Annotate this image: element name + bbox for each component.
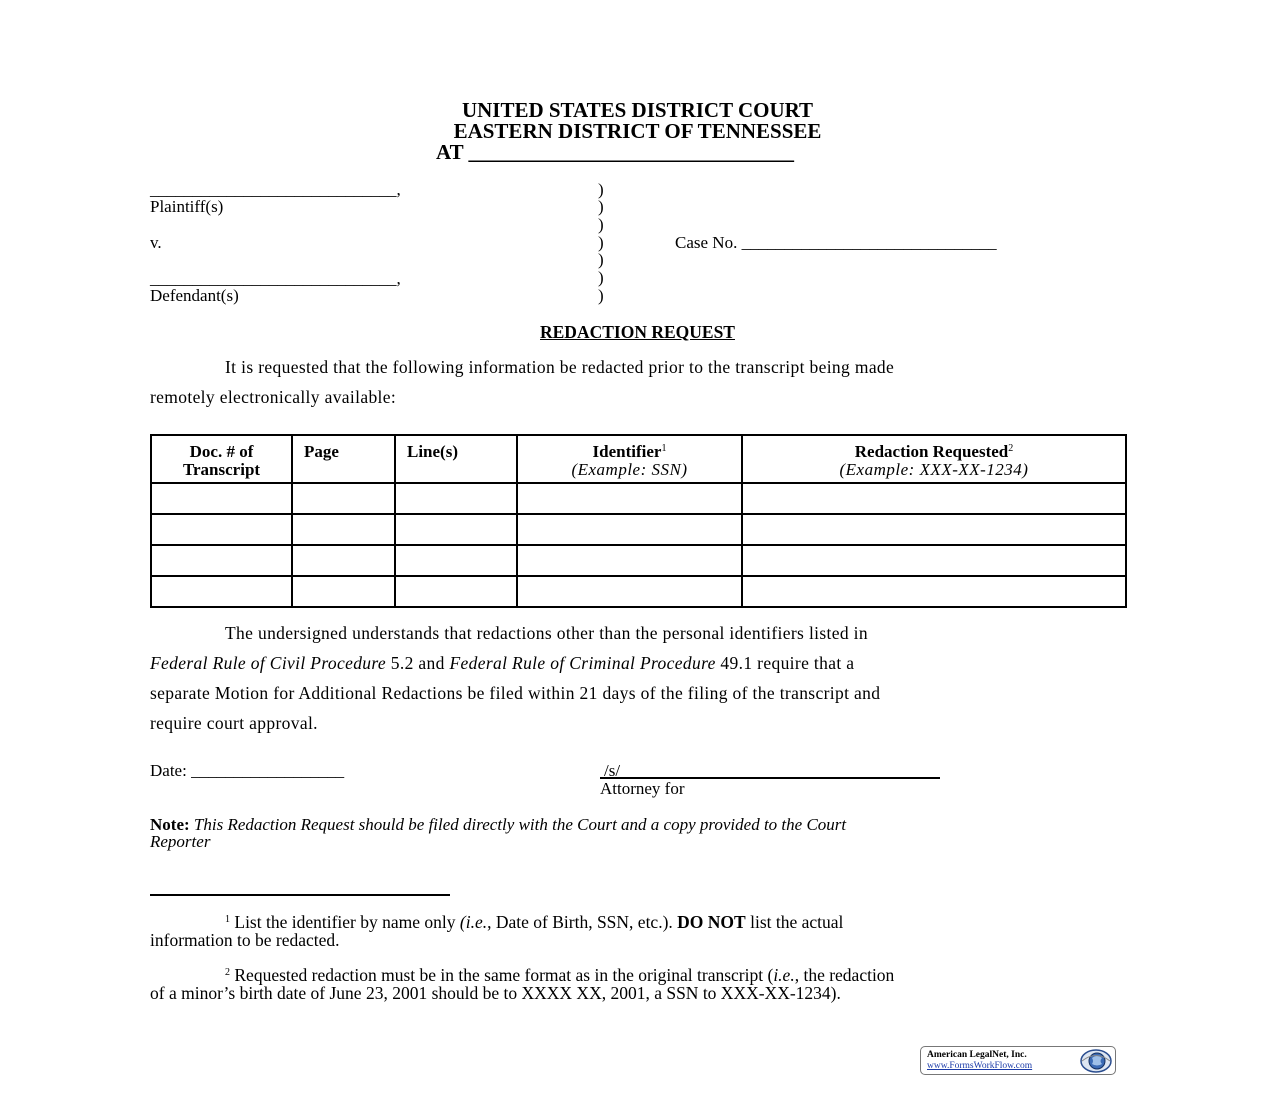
intro-line-2: remotely electronically available: <box>150 387 397 407</box>
paragraph-line-1: The undersigned understands that redactions other than the personal identifiers listed in <box>225 623 868 643</box>
header-redaction <box>742 435 1126 483</box>
table-header-row <box>151 435 1126 483</box>
note-line-2: Reporter <box>150 832 211 851</box>
header-redaction-label: Redaction Requested <box>854 442 1009 461</box>
table-cell[interactable] <box>292 483 395 514</box>
table-cell[interactable] <box>742 483 1126 514</box>
table-cell[interactable] <box>395 576 517 607</box>
header-identifier-example: (Example: SSN) <box>571 460 688 479</box>
signature-line[interactable] <box>600 762 940 779</box>
table-cell[interactable] <box>742 576 1126 607</box>
footnote-ref-1: 1 <box>661 443 667 454</box>
header-page-label: Page <box>304 442 339 461</box>
table-cell[interactable] <box>151 576 292 607</box>
note-text: This Redaction Request should be filed directly with the Court and a copy provided to the Court <box>189 815 847 834</box>
footnote-1-number: 1 <box>225 914 230 925</box>
table-cell[interactable] <box>292 514 395 545</box>
footnote-1-do-not: DO NOT <box>677 912 746 932</box>
footnote-2-text-a: Requested redaction must be in the same format as in the original transcript ( <box>230 965 774 985</box>
table-row <box>151 545 1126 576</box>
header-doc-line1: Doc. # of <box>189 442 254 461</box>
frcrp-rule-number: 49.1 require that a <box>715 653 855 673</box>
footnote-2-ie: i.e. <box>773 965 795 985</box>
table-cell[interactable] <box>517 514 742 545</box>
header-identifier <box>517 435 742 483</box>
table-cell[interactable] <box>742 545 1126 576</box>
district-name: EASTERN DISTRICT OF TENNESSEE <box>453 119 822 143</box>
frcrp-citation: Federal Rule of Criminal Procedure <box>449 653 716 673</box>
frcp-rule-number: 5.2 and <box>386 653 450 673</box>
date-field[interactable]: Date: __________________ <box>150 761 345 780</box>
table-cell[interactable] <box>517 545 742 576</box>
table-cell[interactable] <box>395 514 517 545</box>
caption-paren: ) <box>598 233 604 252</box>
caption-paren: ) <box>598 215 604 234</box>
footnote-2-text-b: , the redaction <box>794 965 895 985</box>
intro-line-1: It is requested that the following information be redacted prior to the transcript being made <box>225 357 895 377</box>
header-doc-number <box>151 435 292 483</box>
court-name: UNITED STATES DISTRICT COURT <box>461 98 814 122</box>
footnote-1 <box>225 913 843 931</box>
header-redaction-example: (Example: XXX-XX-1234) <box>839 460 1029 479</box>
plaintiff-line[interactable]: _____________________________, <box>150 180 401 199</box>
table-cell[interactable] <box>151 545 292 576</box>
table-cell[interactable] <box>517 576 742 607</box>
caption-paren: ) <box>598 197 604 216</box>
table-cell[interactable] <box>517 483 742 514</box>
footnote-1-line-2: information to be redacted. <box>150 930 340 950</box>
versus-label: v. <box>150 233 162 252</box>
frcp-citation: Federal Rule of Civil Procedure <box>150 653 387 673</box>
logo-company: American LegalNet, Inc. <box>927 1050 1027 1060</box>
table-cell[interactable] <box>151 483 292 514</box>
table-row <box>151 576 1126 607</box>
table-row <box>151 483 1126 514</box>
footnote-ref-2: 2 <box>1008 443 1014 454</box>
footnote-1-text-b: , Date of Birth, SSN, etc.). <box>487 912 678 932</box>
table-cell[interactable] <box>395 483 517 514</box>
table-cell[interactable] <box>151 514 292 545</box>
caption-paren: ) <box>598 268 604 287</box>
footnote-2-number: 2 <box>225 967 230 978</box>
footnote-1-ie: (i.e. <box>459 912 488 932</box>
globe-icon <box>1079 1048 1113 1074</box>
footnote-2 <box>225 966 894 984</box>
american-legalnet-logo[interactable] <box>920 1046 1116 1075</box>
redaction-table <box>150 434 1127 608</box>
caption-paren: ) <box>598 180 604 199</box>
footnote-1-text-a: List the identifier by name only <box>230 912 460 932</box>
defendant-line[interactable]: _____________________________, <box>150 269 401 288</box>
table-row <box>151 514 1126 545</box>
footnote-2-line-2: of a minor’s birth date of June 23, 2001 should be to XXXX XX, 2001, a SSN to XXX-XX-1234). <box>150 983 841 1003</box>
defendant-label: Defendant(s) <box>150 286 239 305</box>
plaintiff-label: Plaintiff(s) <box>150 197 224 216</box>
logo-url-link[interactable]: www.FormsWorkFlow.com <box>927 1061 1033 1071</box>
note-line-1 <box>150 816 846 834</box>
footnote-divider <box>150 894 450 896</box>
attorney-for-label: Attorney for <box>600 779 685 798</box>
table-cell[interactable] <box>292 545 395 576</box>
signature-prefix: /s/ <box>604 761 621 780</box>
at-location-line[interactable]: AT _______________________________ <box>436 140 794 164</box>
document-title: REDACTION REQUEST <box>540 322 735 342</box>
table-cell[interactable] <box>292 576 395 607</box>
header-lines-label: Line(s) <box>407 442 458 461</box>
paragraph-line-2 <box>150 653 854 674</box>
header-page <box>292 435 395 483</box>
paragraph-line-4: require court approval. <box>150 713 318 733</box>
header-doc-line2: Transcript <box>182 460 261 479</box>
caption-paren: ) <box>598 250 604 269</box>
header-lines <box>395 435 517 483</box>
table-cell[interactable] <box>395 545 517 576</box>
header-identifier-label: Identifier <box>592 442 662 461</box>
case-number-field[interactable]: Case No. ______________________________ <box>675 233 997 252</box>
footnote-1-text-c: list the actual <box>745 912 844 932</box>
paragraph-line-3: separate Motion for Additional Redactions be filed within 21 days of the filing of the transcript and <box>150 683 881 703</box>
note-label: Note: <box>150 815 190 834</box>
table-cell[interactable] <box>742 514 1126 545</box>
caption-paren: ) <box>598 286 604 305</box>
